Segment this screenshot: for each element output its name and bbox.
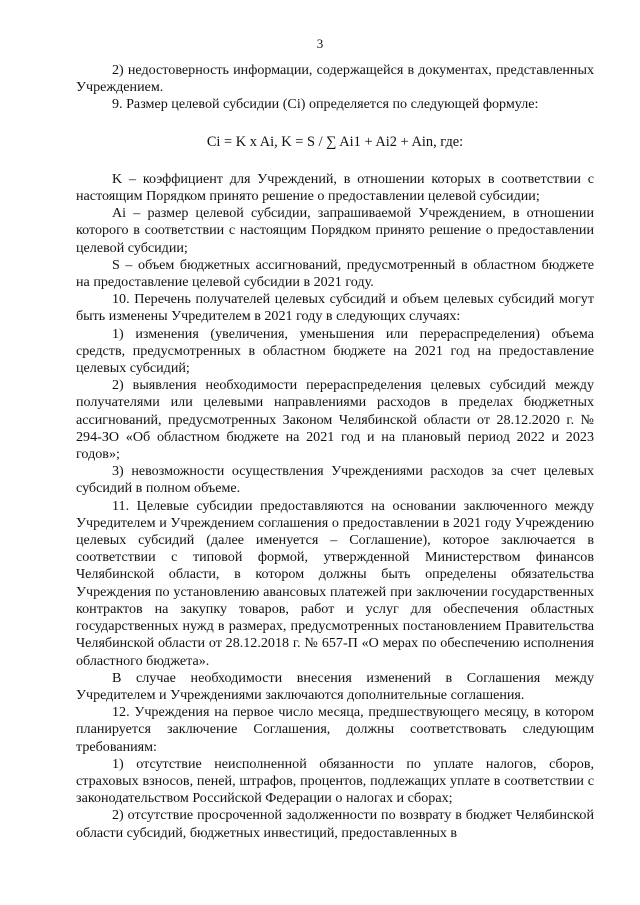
paragraph: 10. Перечень получателей целевых субсидий и объем целевых субсидий могут быть изменены Учредителем в 2021 году в следующих случаях:	[76, 291, 594, 325]
paragraph: 2) отсутствие просроченной задолженности по возврату в бюджет Челябинской области субсидий, бюджетных инвестиций, предоставленных в	[76, 807, 594, 841]
paragraph: В случае необходимости внесения изменений в Соглашения между Учредителем и Учреждениями заключаются дополнительные соглашения.	[76, 669, 594, 703]
paragraph: 1) отсутствие неисполненной обязанности по уплате налогов, сборов, страховых взносов, пеней, штрафов, процентов, подлежащих уплате в соответствии с законодательством Российской Федерации о налогах и сборах;	[76, 755, 594, 807]
formula: Ci = K x Ai, K = S / ∑ Ai1 + Ai2 + Ain, где:	[206, 133, 464, 150]
paragraph: S – объем бюджетных ассигнований, предусмотренный в областном бюджете на предоставление целевой субсидии в 2021 году.	[76, 256, 594, 291]
paragraph: 2) недостоверность информации, содержащейся в документах, представленных Учреждением.	[76, 62, 594, 96]
paragraph: 1) изменения (увеличения, уменьшения или перераспределения) объема средств, предусмотренных в областном бюджете на 2021 год на предоставление целевых субсидий;	[76, 325, 594, 377]
paragraph: 2) выявления необходимости перераспределения целевых субсидий между получателями или целевыми направлениями расходов в пределах бюджетных ассигнований, предусмотренных Законом Челябинской области от 28.12.2020 г. № 294-ЗО «Об областном бюджете на 2021 год и на плановый период 2022 и 2023 годов»;	[76, 377, 594, 463]
document-body	[76, 62, 594, 842]
paragraph: 3) невозможности осуществления Учреждениями расходов за счет целевых субсидий в полном объеме.	[76, 463, 594, 497]
paragraph: 12. Учреждения на первое число месяца, предшествующего месяцу, в котором планируется заключение Соглашения, должны соответствовать следующим требованиям:	[76, 704, 594, 755]
paragraph: 9. Размер целевой субсидии (Ci) определяется по следующей формуле:	[112, 96, 539, 113]
page-number: 3	[316, 36, 324, 51]
paragraph: 11. Целевые субсидии предоставляются на основании заключенного между Учредителем и Учреждением соглашения о предоставлении в 2021 году Учреждению целевых субсидий (далее именуется – Соглашение), которое заключается в соответствии с типовой формой, утвержденной Министерством финансов Челябинской области, в котором должны быть определены обязательства Учреждения по установлению авансовых платежей при заключении государственных контрактов на закупку товаров, работ и услуг для обеспечения областных государственных нужд в размерах, предусмотренных постановлением Правительства Челябинской области от 28.12.2018 г. № 657-П «О мерах по обеспечению исполнения областного бюджета».	[76, 497, 594, 669]
paragraph: Ai – размер целевой субсидии, запрашиваемой Учреждением, в отношении которого в соответствии с настоящим Порядком принято решение о предоставлении целевой субсидии;	[76, 205, 594, 256]
paragraph: K – коэффициент для Учреждений, в отношении которых в соответствии с настоящим Порядком принято решение о предоставлении целевой субсидии;	[76, 170, 594, 205]
